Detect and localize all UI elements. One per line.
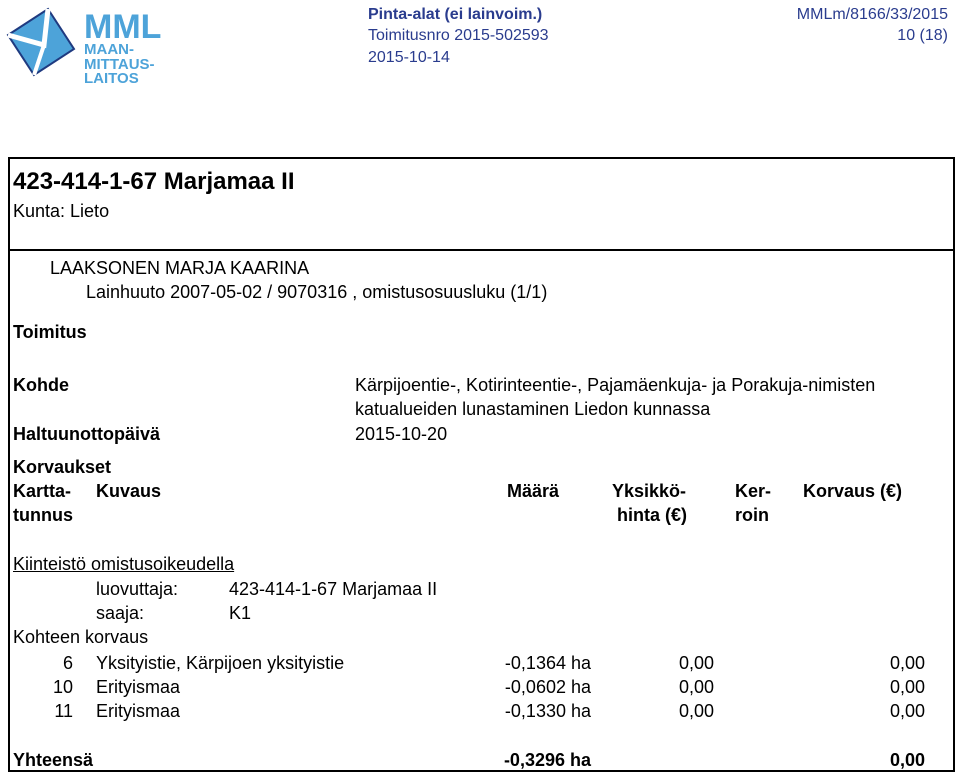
row-unit-price: 0,00 (678, 653, 714, 673)
logo-mml-text: MML (84, 8, 162, 46)
divider (8, 249, 955, 251)
page-number: 10 (18) (897, 27, 948, 44)
case-number: Toimitusnro 2015-502593 (368, 27, 549, 44)
saaja-label: saaja: (96, 603, 145, 623)
municipality: Kunta: Lieto (13, 201, 110, 221)
mml-logo (4, 5, 164, 83)
col-yksikko-2: hinta (€) (617, 505, 687, 525)
col-korvaus: Korvaus (€) (803, 481, 903, 501)
kohde-label: Kohde (13, 375, 69, 395)
luovuttaja-label: luovuttaja: (96, 579, 179, 599)
row-comp: 0,00 (889, 701, 925, 721)
doc-title: Pinta-alat (ei lainvoim.) (368, 6, 543, 23)
logo-line3: MITTAUS- (84, 56, 155, 73)
col-kartta-2: tunnus (13, 505, 73, 525)
row-amount: -0,1364 ha (504, 653, 591, 673)
row-amount: -0,1330 ha (504, 701, 591, 721)
col-kartta-1: Kartta- (13, 481, 72, 501)
col-ker-2: roin (735, 505, 769, 525)
row-id: 6 (62, 653, 73, 673)
row-amount: -0,0602 ha (504, 677, 591, 697)
col-ker-1: Ker- (735, 481, 772, 501)
row-desc: Yksityistie, Kärpijoen yksityistie (96, 653, 345, 673)
row-desc: Erityismaa (96, 677, 181, 697)
saaja-value: K1 (229, 603, 252, 623)
total-label: Yhteensä (13, 750, 94, 770)
logo-line4: LAITOS (84, 70, 139, 83)
row-unit-price: 0,00 (678, 677, 714, 697)
toimitus-heading: Toimitus (13, 322, 87, 342)
col-maara: Määrä (507, 481, 560, 501)
col-kuvaus: Kuvaus (96, 481, 162, 501)
property-title: 423-414-1-67 Marjamaa II (13, 168, 295, 195)
doc-date: 2015-10-14 (368, 49, 450, 66)
doc-id: MMLm/8166/33/2015 (796, 6, 948, 23)
row-id: 11 (54, 701, 73, 721)
row-unit-price: 0,00 (678, 701, 714, 721)
luovuttaja-value: 423-414-1-67 Marjamaa II (229, 579, 438, 599)
row-id: 10 (52, 677, 73, 697)
kohde-text-2: katualueiden lunastaminen Liedon kunnassa (355, 399, 711, 419)
row-comp: 0,00 (889, 653, 925, 673)
col-yksikko-1: Yksikkö- (612, 481, 687, 501)
total-comp: 0,00 (889, 750, 925, 770)
envelope-logo-icon (8, 9, 74, 75)
logo-line2: MAAN- (84, 41, 134, 58)
row-comp: 0,00 (889, 677, 925, 697)
owner-name: LAAKSONEN MARJA KAARINA (50, 258, 310, 278)
kohteen-korvaus: Kohteen korvaus (13, 627, 149, 647)
row-desc: Erityismaa (96, 701, 181, 721)
haltuunotto-date: 2015-10-20 (355, 424, 448, 444)
korvaukset-heading: Korvaukset (13, 457, 112, 477)
owner-detail: Lainhuuto 2007-05-02 / 9070316 , omistusosuusluku (1/1) (86, 282, 548, 302)
haltuunotto-label: Haltuunottopäivä (13, 424, 160, 444)
kohde-text-1: Kärpijoentie-, Kotirinteentie-, Pajamäenkuja- ja Porakuja-nimisten (355, 375, 876, 395)
section-heading: Kiinteistö omistusoikeudella (13, 554, 235, 574)
total-amount: -0,3296 ha (503, 750, 591, 770)
